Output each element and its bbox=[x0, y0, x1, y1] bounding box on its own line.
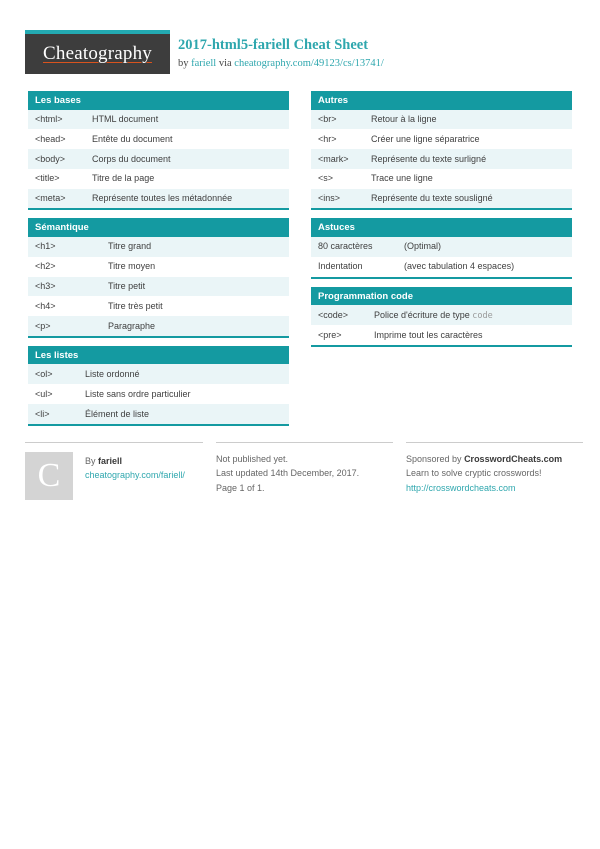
description-text: Liste sans ordre particulier bbox=[85, 388, 191, 399]
sponsor-name: CrosswordCheats.com bbox=[464, 453, 563, 464]
publish-status: Not published yet. bbox=[216, 453, 289, 464]
author-link[interactable]: fariell bbox=[191, 58, 217, 69]
table-row bbox=[28, 277, 289, 297]
description-text: Élément de liste bbox=[85, 408, 150, 419]
table-row bbox=[28, 384, 289, 404]
table-row bbox=[28, 237, 289, 257]
footer-author-text bbox=[73, 452, 185, 500]
description-text: Titre grand bbox=[108, 241, 152, 252]
description-cell bbox=[108, 321, 282, 332]
description-cell bbox=[371, 154, 565, 165]
table-row bbox=[28, 404, 289, 424]
avatar-letter: C bbox=[37, 456, 61, 494]
table-row bbox=[311, 325, 572, 345]
description-cell bbox=[92, 154, 282, 165]
term-cell: <br> bbox=[318, 114, 337, 124]
byline bbox=[178, 58, 384, 69]
description-cell bbox=[108, 261, 282, 272]
term-cell: <h2> bbox=[35, 261, 56, 272]
description-cell bbox=[85, 369, 282, 380]
footer-by-label: By bbox=[85, 455, 96, 466]
term-cell: <li> bbox=[35, 408, 50, 419]
description-text: Titre de la page bbox=[92, 173, 155, 184]
description-cell bbox=[404, 241, 565, 252]
description-cell bbox=[108, 241, 282, 252]
term-cell: <meta> bbox=[35, 193, 66, 204]
term-cell: <body> bbox=[35, 153, 66, 164]
description-cell bbox=[371, 114, 565, 125]
description-text: Représente toutes les métadonnée bbox=[92, 193, 233, 204]
section-title: Les bases bbox=[28, 91, 289, 110]
description-cell bbox=[92, 173, 282, 184]
description-cell bbox=[85, 409, 282, 420]
description-cell bbox=[371, 134, 565, 145]
table-row bbox=[311, 110, 572, 130]
table-row bbox=[28, 316, 289, 336]
description-cell bbox=[374, 330, 565, 341]
description-cell bbox=[108, 281, 282, 292]
footer-author-name: fariell bbox=[98, 455, 123, 466]
sponsor-line bbox=[406, 452, 583, 467]
avatar[interactable] bbox=[25, 452, 73, 500]
table-row bbox=[28, 129, 289, 149]
description-cell bbox=[85, 389, 282, 400]
footer-author-block bbox=[25, 442, 203, 500]
cheatography-logo[interactable] bbox=[25, 30, 170, 74]
term-cell: Indentation bbox=[318, 261, 363, 272]
description-text: Imprime tout les caractères bbox=[374, 329, 483, 340]
description-text: Corps du document bbox=[92, 153, 171, 164]
description-cell bbox=[374, 310, 565, 321]
table-row bbox=[28, 110, 289, 130]
term-cell: <title> bbox=[35, 173, 60, 184]
term-cell: <ins> bbox=[318, 193, 341, 204]
footer-status-block bbox=[216, 442, 393, 500]
table-row bbox=[311, 189, 572, 209]
sponsored-by-label: Sponsored by bbox=[406, 453, 462, 464]
title-block bbox=[170, 30, 384, 74]
term-cell: <mark> bbox=[318, 153, 349, 164]
table-row bbox=[28, 189, 289, 209]
term-cell: <h4> bbox=[35, 300, 56, 311]
page-info: Page 1 of 1. bbox=[216, 482, 265, 493]
term-cell: <head> bbox=[35, 133, 66, 144]
table-row bbox=[311, 169, 572, 189]
description-text: Titre petit bbox=[108, 281, 146, 292]
section-astuces bbox=[311, 218, 572, 278]
section-title: Les listes bbox=[28, 346, 289, 365]
last-updated: Last updated 14th December, 2017. bbox=[216, 468, 360, 479]
description-text: Créer une ligne séparatrice bbox=[371, 133, 480, 144]
description-text: Trace une ligne bbox=[371, 173, 433, 184]
inline-code: code bbox=[472, 310, 493, 321]
table-row bbox=[28, 257, 289, 277]
term-cell: <pre> bbox=[318, 329, 342, 340]
description-text: Représente du texte surligné bbox=[371, 153, 487, 164]
description-cell bbox=[371, 173, 565, 184]
table-row bbox=[311, 129, 572, 149]
description-text: Représente du texte sousligné bbox=[371, 193, 493, 204]
table-row bbox=[28, 149, 289, 169]
section-s-mantique bbox=[28, 218, 289, 337]
term-cell: 80 caractères bbox=[318, 241, 373, 252]
description-cell bbox=[108, 301, 282, 312]
content-columns bbox=[0, 74, 600, 434]
term-cell: <hr> bbox=[318, 133, 337, 144]
description-text: Entête du document bbox=[92, 133, 173, 144]
description-text: Titre moyen bbox=[108, 261, 156, 272]
sponsor-tagline: Learn to solve cryptic crosswords! bbox=[406, 468, 542, 479]
footer bbox=[0, 434, 600, 500]
table-row bbox=[311, 237, 572, 257]
description-cell bbox=[92, 114, 282, 125]
description-cell bbox=[92, 193, 282, 204]
footer-byline bbox=[85, 454, 185, 469]
description-text: Titre très petit bbox=[108, 300, 163, 311]
description-cell bbox=[404, 261, 565, 272]
description-cell bbox=[371, 193, 565, 204]
section-title: Autres bbox=[311, 91, 572, 110]
term-cell: <p> bbox=[35, 320, 51, 331]
section-title: Astuces bbox=[311, 218, 572, 237]
table-row bbox=[28, 169, 289, 189]
description-text: HTML document bbox=[92, 114, 159, 124]
byline-via-label: via bbox=[218, 58, 232, 69]
term-cell: <h1> bbox=[35, 241, 56, 252]
term-cell: <h3> bbox=[35, 281, 56, 292]
table-row bbox=[28, 296, 289, 316]
description-text: Liste ordonné bbox=[85, 368, 140, 379]
section-title: Programmation code bbox=[311, 287, 572, 306]
right-column bbox=[311, 91, 572, 355]
description-text: Police d'écriture de type bbox=[374, 309, 473, 320]
description-cell bbox=[92, 134, 282, 145]
description-text: Retour à la ligne bbox=[371, 114, 437, 124]
term-cell: <html> bbox=[35, 114, 63, 124]
left-column bbox=[28, 91, 289, 434]
author-profile-link[interactable]: cheatography.com/fariell/ bbox=[85, 470, 185, 481]
section-les-bases bbox=[28, 91, 289, 210]
section-autres bbox=[311, 91, 572, 210]
description-text: (avec tabulation 4 espaces) bbox=[404, 261, 515, 272]
description-text: (Optimal) bbox=[404, 241, 442, 252]
header bbox=[0, 0, 600, 74]
table-row bbox=[311, 257, 572, 277]
description-text: Paragraphe bbox=[108, 320, 156, 331]
cheatography-logo-text: Cheatography bbox=[43, 43, 152, 64]
table-row bbox=[311, 149, 572, 169]
footer-sponsor-block bbox=[406, 442, 583, 500]
section-les-listes bbox=[28, 346, 289, 426]
section-programmation-code bbox=[311, 287, 572, 347]
sheet-url-link[interactable]: cheatography.com/49123/cs/13741/ bbox=[234, 58, 384, 69]
table-row bbox=[28, 364, 289, 384]
table-row bbox=[311, 305, 572, 325]
term-cell: <ul> bbox=[35, 388, 53, 399]
byline-by-label: by bbox=[178, 58, 189, 69]
section-title: Sémantique bbox=[28, 218, 289, 237]
term-cell: <s> bbox=[318, 173, 334, 184]
term-cell: <ol> bbox=[35, 368, 53, 379]
sponsor-link[interactable]: http://crosswordcheats.com bbox=[406, 482, 516, 493]
term-cell: <code> bbox=[318, 309, 349, 320]
page-title: 2017-html5-fariell Cheat Sheet bbox=[178, 37, 369, 53]
